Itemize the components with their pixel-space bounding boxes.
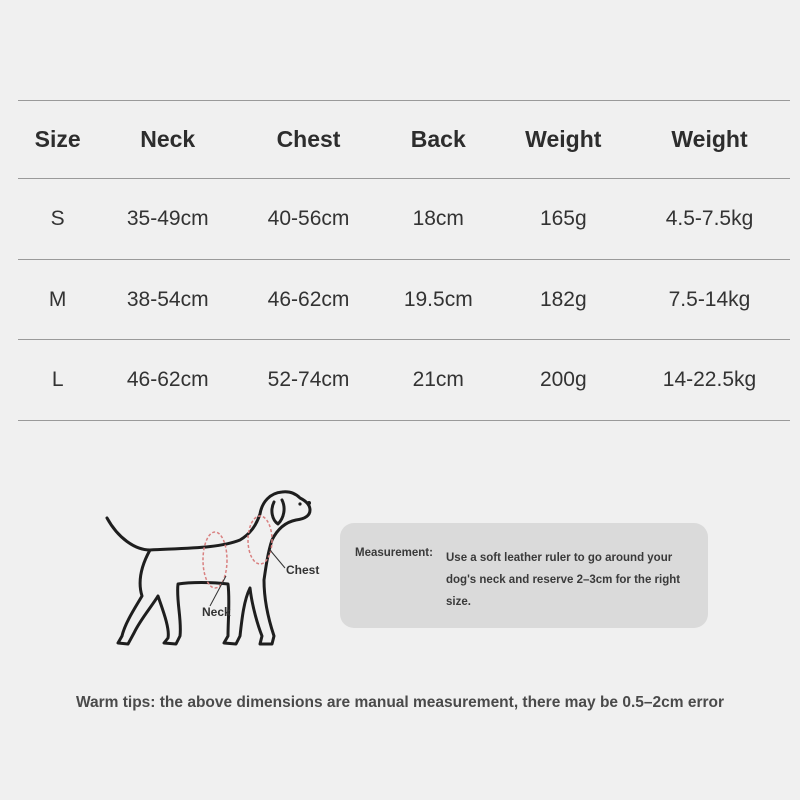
measurement-text: Use a soft leather ruler to go around your dog's neck and reserve 2–3cm for the right size. (446, 552, 681, 608)
table-row (18, 260, 790, 340)
cell-back: 21cm (379, 340, 498, 421)
cell-neck: 38-54cm (97, 260, 238, 340)
cell-weight: 165g (498, 179, 629, 260)
cell-neck: 46-62cm (97, 340, 238, 421)
size-chart-table (18, 100, 790, 421)
dog-measurement-diagram (100, 488, 340, 648)
header-back: Back (379, 101, 498, 179)
cell-back: 18cm (379, 179, 498, 260)
table-header-row (18, 101, 790, 179)
header-weight: Weight (498, 101, 629, 179)
cell-weight-range: 4.5-7.5kg (629, 179, 790, 260)
warm-tips-text: Warm tips: the above dimensions are manual measurement, there may be 0.5–2cm error (75, 694, 725, 711)
measurement-note-box (340, 523, 708, 628)
cell-weight: 200g (498, 340, 629, 421)
header-neck: Neck (97, 101, 238, 179)
table-row (18, 340, 790, 421)
cell-chest: 46-62cm (238, 260, 379, 340)
cell-neck: 35-49cm (97, 179, 238, 260)
cell-size: S (18, 179, 97, 260)
table-row (18, 179, 790, 260)
chest-label: Chest (286, 563, 320, 577)
cell-weight-range: 14-22.5kg (629, 340, 790, 421)
cell-weight: 182g (498, 260, 629, 340)
header-size: Size (18, 101, 97, 179)
cell-chest: 52-74cm (238, 340, 379, 421)
measurement-label: Measurement: (355, 547, 433, 559)
cell-back: 19.5cm (379, 260, 498, 340)
neck-label: Neck (202, 605, 231, 619)
cell-chest: 40-56cm (238, 179, 379, 260)
header-chest: Chest (238, 101, 379, 179)
cell-size: M (18, 260, 97, 340)
cell-weight-range: 7.5-14kg (629, 260, 790, 340)
cell-size: L (18, 340, 97, 421)
header-weight-range: Weight (629, 101, 790, 179)
